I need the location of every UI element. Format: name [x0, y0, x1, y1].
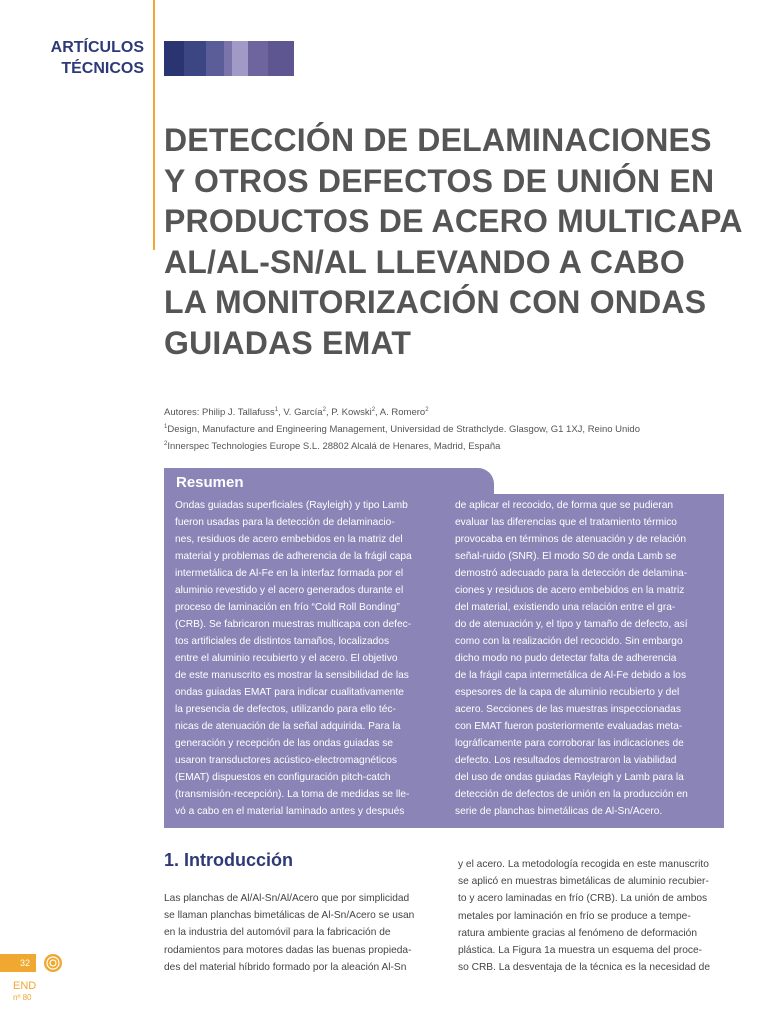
abstract-line: nes, residuos de acero embebidos en la matriz del — [175, 534, 403, 545]
abstract-line: evaluar las diferencias que el tratamiento térmico — [455, 517, 677, 528]
abstract-line: intermetálica de Al-Fe en la interfaz formada por el — [175, 568, 404, 579]
intro-heading: 1. Introducción — [164, 850, 294, 870]
abstract-line: usaron transductores acústico-electromagnéticos — [175, 755, 397, 766]
abstract-line: detección de defectos de unión en la producción en — [455, 789, 688, 800]
body-line: ratura ambiente gracias al fenómeno de deformación — [458, 927, 697, 939]
body-line: metales por laminación en frío se produce a tempe- — [458, 910, 691, 922]
section-label — [30, 37, 144, 79]
abstract-line: vó a cabo en el material laminado antes y después — [175, 806, 405, 817]
abstract-line: de la frágil capa intermetálica de Al-Fe debido a los — [455, 670, 687, 681]
abstract-line: lográficamente para corroborar las indicaciones de — [455, 738, 684, 749]
abstract-left-column — [175, 497, 434, 820]
abstract-line: del material, existiendo una relación entre el gra- — [455, 602, 676, 613]
title-line: DETECCIÓN DE DELAMINACIONES — [164, 122, 712, 158]
abstract-line: de este manuscrito es mostrar la sensibilidad de las — [175, 670, 409, 681]
authors-block — [164, 403, 754, 454]
abstract-line: con EMAT fueron posteriormente evaluadas meta- — [455, 721, 683, 732]
color-swatch — [184, 41, 206, 76]
title-line: GUIADAS EMAT — [164, 324, 412, 361]
abstract-line: Ondas guiadas superficiales (Rayleigh) y tipo Lamb — [175, 500, 408, 511]
abstract-line: entre el aluminio recubierto y el acero. El objetivo — [175, 653, 398, 664]
affiliation-2: $^2$Innerspec Technologies Europe S.L. 28802 Alcalá de Henares, Madrid, España — [164, 441, 501, 453]
body-line: en la industria del automóvil para la fabricación de — [164, 927, 391, 939]
title-line: AL/AL-SN/AL LLEVANDO A CABO — [164, 243, 685, 280]
color-swatch — [224, 41, 232, 76]
color-swatch — [268, 41, 294, 76]
journal-logo-icon — [43, 953, 63, 973]
body-line: plástica. La Figura 1a muestra un esquema del proce- — [458, 945, 703, 957]
abstract-line: señal-ruido (SNR). El modo S0 de onda Lamb se — [455, 551, 677, 562]
journal-name: END — [13, 980, 37, 992]
abstract-line: demostró adecuado para la detección de delamina- — [455, 568, 688, 579]
abstract-line: (CRB). Se fabricaron muestras multicapa con defec- — [175, 619, 412, 630]
section-label-line1: ARTÍCULOS — [50, 39, 144, 56]
abstract-line: generación y recepción de las ondas guiadas se — [175, 738, 394, 749]
body-line: to y acero laminadas en frío (CRB). La unión de ambos — [458, 893, 708, 905]
body-line: se llaman planchas bimetálicas de Al-Sn/Acero se usan — [164, 910, 415, 922]
authors-line: Autores: Philip J. Tallafuss$^1$, V. García$^2$, P. Kowski$^2$, A. Romero$^2$ — [164, 407, 429, 419]
color-swatch — [164, 41, 184, 76]
abstract-line: nicas de atenuación de la señal adquirida. Para la — [175, 721, 401, 732]
vertical-accent-line — [153, 0, 155, 250]
abstract-line: provocaba en términos de atenuación y de relación — [455, 534, 687, 545]
body-line: se aplicó en muestras bimetálicas de aluminio recubier- — [458, 876, 709, 888]
abstract-line: fueron usadas para la detección de delaminacio- — [175, 517, 395, 528]
affiliation-1: $^1$Design, Manufacture and Engineering Management, Universidad de Strathclyde. Glasgow, G1 1XJ, Reino Unido — [164, 424, 640, 436]
abstract-line: acero. Secciones de las muestras inspeccionadas — [455, 704, 681, 715]
abstract-line: dicho modo no pudo detectar falta de adherencia — [455, 653, 677, 664]
color-swatch — [248, 41, 268, 76]
abstract-line: del uso de ondas guiadas Rayleigh y Lamb para la — [455, 772, 684, 783]
abstract-line: de aplicar el recocido, de forma que se pudieran — [455, 500, 674, 511]
abstract-line: proceso de laminación en frío “Cold Roll Bonding” — [175, 602, 400, 613]
body-line: des del material híbrido formado por la aleación Al-Sn — [164, 961, 407, 973]
intro-left-column — [164, 890, 431, 976]
abstract-line: (EMAT) dispuestos en configuración pitch-catch — [175, 772, 391, 783]
intro-right-column — [458, 856, 725, 976]
section-label-line2: TÉCNICOS — [61, 60, 144, 77]
color-swatch — [232, 41, 248, 76]
body-line: rodamientos para motores dadas las buenas propieda- — [164, 944, 412, 956]
body-line: y el acero. La metodología recogida en este manuscrito — [458, 859, 709, 870]
abstract-line: serie de planchas bimetálicas de Al-Sn/Acero. — [455, 806, 663, 817]
abstract-line: espesores de la capa de aluminio recubierto y del — [455, 687, 680, 698]
abstract-line: ciones y residuos de acero embebidos en la matriz — [455, 585, 685, 596]
abstract-line: la presencia de defectos, utilizando para ello téc- — [175, 704, 396, 715]
body-line: Las planchas de Al/Al-Sn/Al/Acero que por simplicidad — [164, 893, 410, 904]
abstract-line: ondas guiadas EMAT para indicar cualitativamente — [175, 687, 404, 698]
abstract-line: como con la realización del recocido. Sin embargo — [455, 636, 683, 647]
body-line: so CRB. La desventaja de la técnica es la necesidad de — [458, 962, 711, 974]
title-line: LA MONITORIZACIÓN CON ONDAS — [164, 284, 707, 320]
color-swatch-bar — [164, 41, 294, 76]
title-line: Y OTROS DEFECTOS DE UNIÓN EN — [164, 162, 715, 199]
abstract-line: aluminio revestido y el acero generados durante el — [175, 585, 404, 596]
abstract-right-column — [455, 497, 714, 820]
abstract-line: (transmisión-recepción). La toma de medidas se lle- — [175, 789, 410, 800]
page-number: 32 — [0, 954, 36, 972]
abstract-line: defecto. Los resultados demostraron la viabilidad — [455, 755, 677, 766]
abstract-line: do de atenuación y, el tipo y tamaño de defecto, así — [455, 619, 688, 630]
article-title — [164, 120, 754, 363]
abstract-line: tos artificiales de distintos tamaños, localizados — [175, 636, 390, 647]
abstract-heading: Resumen — [176, 474, 244, 491]
color-swatch — [206, 41, 224, 76]
abstract-line: material y problemas de adherencia de la frágil capa — [175, 551, 412, 562]
issue-number: nº 80 — [13, 993, 32, 1002]
title-line: PRODUCTOS DE ACERO MULTICAPA — [164, 203, 743, 239]
